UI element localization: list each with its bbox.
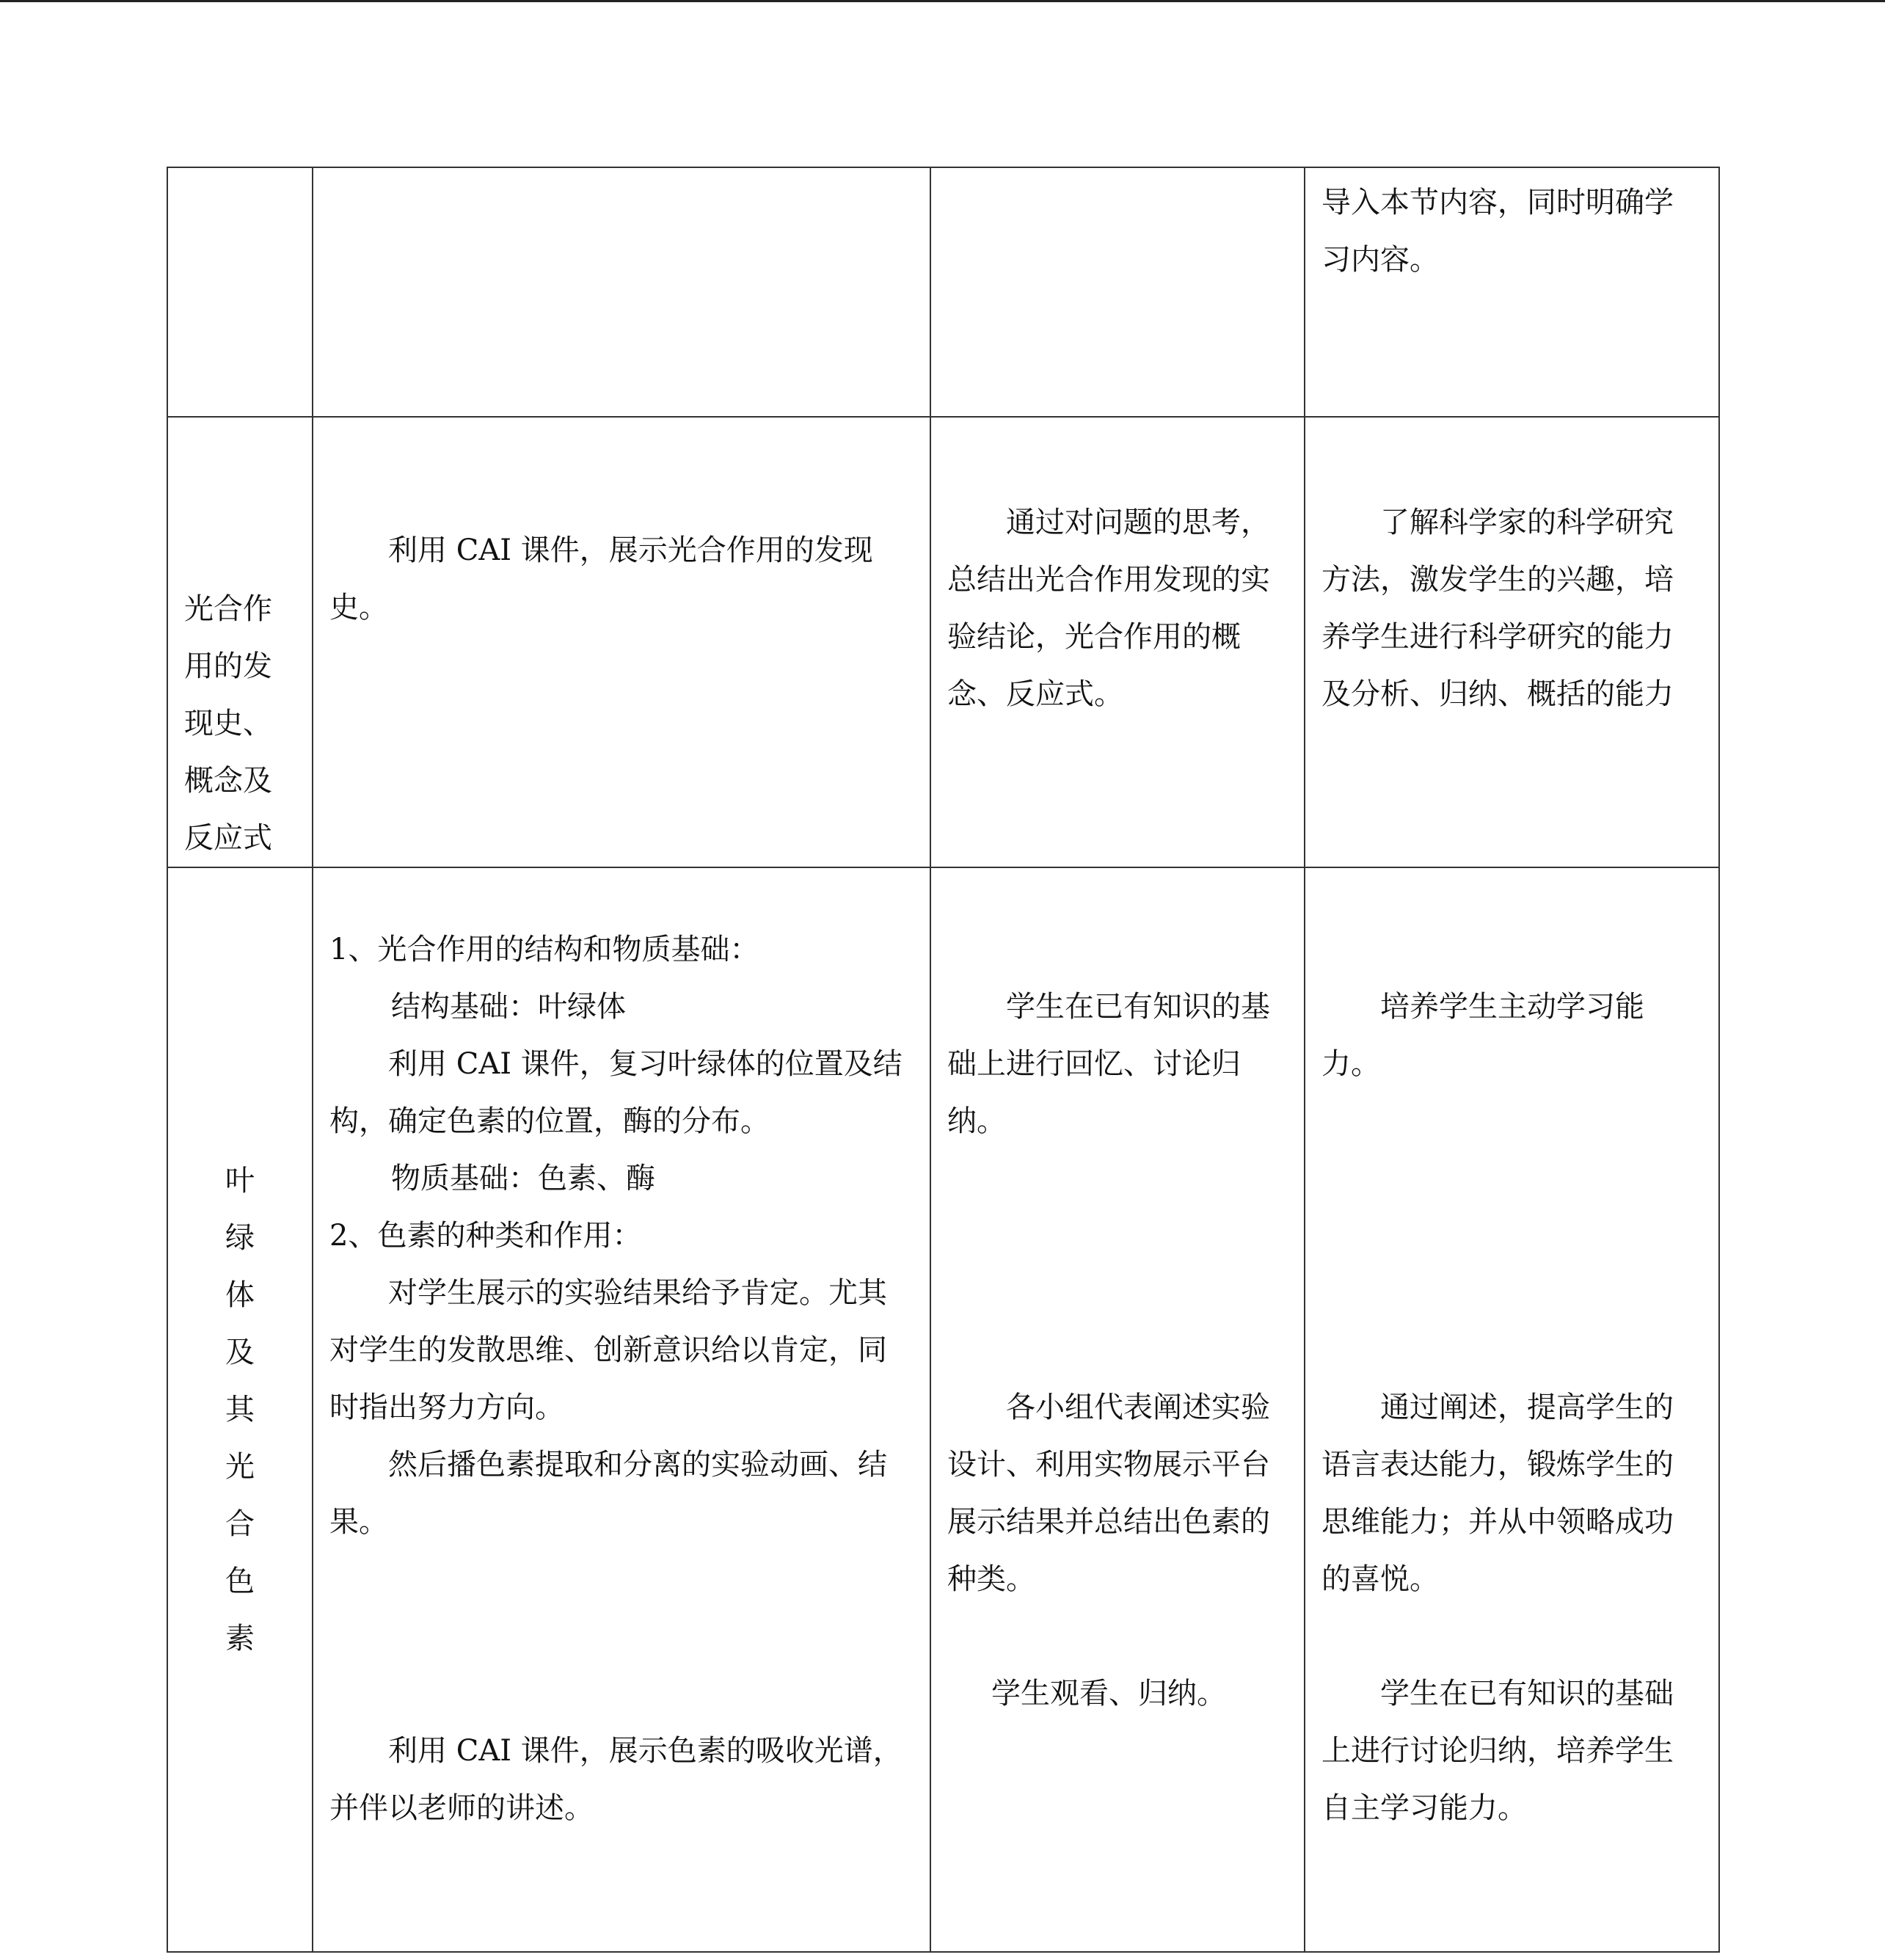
row2-stage-line: 概念及 [184, 764, 272, 798]
row3-teacher-p4: 物质基础：色素、酶 [391, 1162, 655, 1195]
row3-stage-char: 体 [225, 1278, 255, 1312]
row3-student-p2: 各小组代表阐述实验设计、利用实物展示平台展示结果并总结出色素的种类。 [947, 1391, 1270, 1596]
row1-student-cell [930, 167, 1305, 417]
row3-intent-p2: 通过阐述，提高学生的语言表达能力，锻炼学生的思维能力；并从中领略成功的喜悦。 [1321, 1391, 1674, 1596]
row2-stage-line: 用的发 [184, 649, 272, 683]
row1-intent-text: 导入本节内容，同时明确学习内容。 [1321, 186, 1674, 277]
row2-teacher-text: 利用 CAI 课件，展示光合作用的发现史。 [329, 533, 873, 624]
row3-intent-cell [1305, 867, 1719, 1952]
row3-teacher-p8: 利用 CAI 课件，展示色素的吸收光谱，并伴以老师的讲述。 [329, 1734, 903, 1825]
row3-student-p1: 学生在已有知识的基础上进行回忆、讨论归纳。 [947, 990, 1270, 1138]
row3-stage-char: 合 [225, 1507, 255, 1541]
row2-intent-cell [1305, 417, 1719, 867]
row3-teacher-p3: 利用 CAI 课件，复习叶绿体的位置及结构，确定色素的位置，酶的分布。 [329, 1047, 903, 1138]
row3-teacher-p2: 结构基础：叶绿体 [391, 990, 626, 1024]
row3-intent-p1: 培养学生主动学习能力。 [1321, 990, 1644, 1081]
row2-stage-line: 光合作 [184, 592, 272, 626]
row3-teacher-p6: 对学生展示的实验结果给予肯定。尤其对学生的发散思维、创新意识给以肯定，同时指出努力方向。 [329, 1276, 887, 1424]
row3-stage-cell [167, 867, 313, 1952]
row2-teacher-cell [313, 417, 930, 867]
row2-stage-cell [167, 417, 313, 867]
table-row [167, 167, 1719, 417]
row3-teacher-p7: 然后播色素提取和分离的实验动画、结果。 [329, 1448, 887, 1539]
row2-student-text: 通过对问题的思考，总结出光合作用发现的实验结论，光合作用的概念、反应式。 [947, 506, 1270, 711]
row3-stage-char: 色 [225, 1564, 255, 1598]
row3-intent-p3: 学生在已有知识的基础上进行讨论归纳，培养学生自主学习能力。 [1321, 1677, 1674, 1825]
row3-teacher-p5: 2、色素的种类和作用： [329, 1219, 642, 1253]
row2-stage-line: 反应式 [184, 821, 272, 855]
row2-intent-text: 了解科学家的科学研究方法，激发学生的兴趣，培养学生进行科学研究的能力及分析、归纳、概括的能力 [1321, 506, 1674, 711]
top-rule [0, 0, 1885, 2]
table-row [167, 417, 1719, 867]
row3-stage-char: 素 [225, 1622, 255, 1655]
row1-teacher-cell [313, 167, 930, 417]
lesson-plan-table [167, 167, 1720, 1953]
row3-teacher-p1: 1、光合作用的结构和物质基础： [329, 933, 759, 966]
row2-student-cell [930, 417, 1305, 867]
row3-stage-char: 其 [225, 1393, 255, 1427]
row3-stage-char: 及 [225, 1336, 255, 1369]
row3-stage-char: 叶 [225, 1164, 255, 1198]
row1-stage-cell [167, 167, 313, 417]
row1-intent-cell [1305, 167, 1719, 417]
row3-teacher-cell [313, 867, 930, 1952]
row3-stage-char: 光 [225, 1450, 255, 1484]
table-row [167, 867, 1719, 1952]
row2-stage-line: 现史、 [184, 707, 272, 740]
row3-stage-char: 绿 [225, 1221, 255, 1255]
row3-student-p3: 学生观看、归纳。 [991, 1677, 1226, 1711]
row3-student-cell [930, 867, 1305, 1952]
